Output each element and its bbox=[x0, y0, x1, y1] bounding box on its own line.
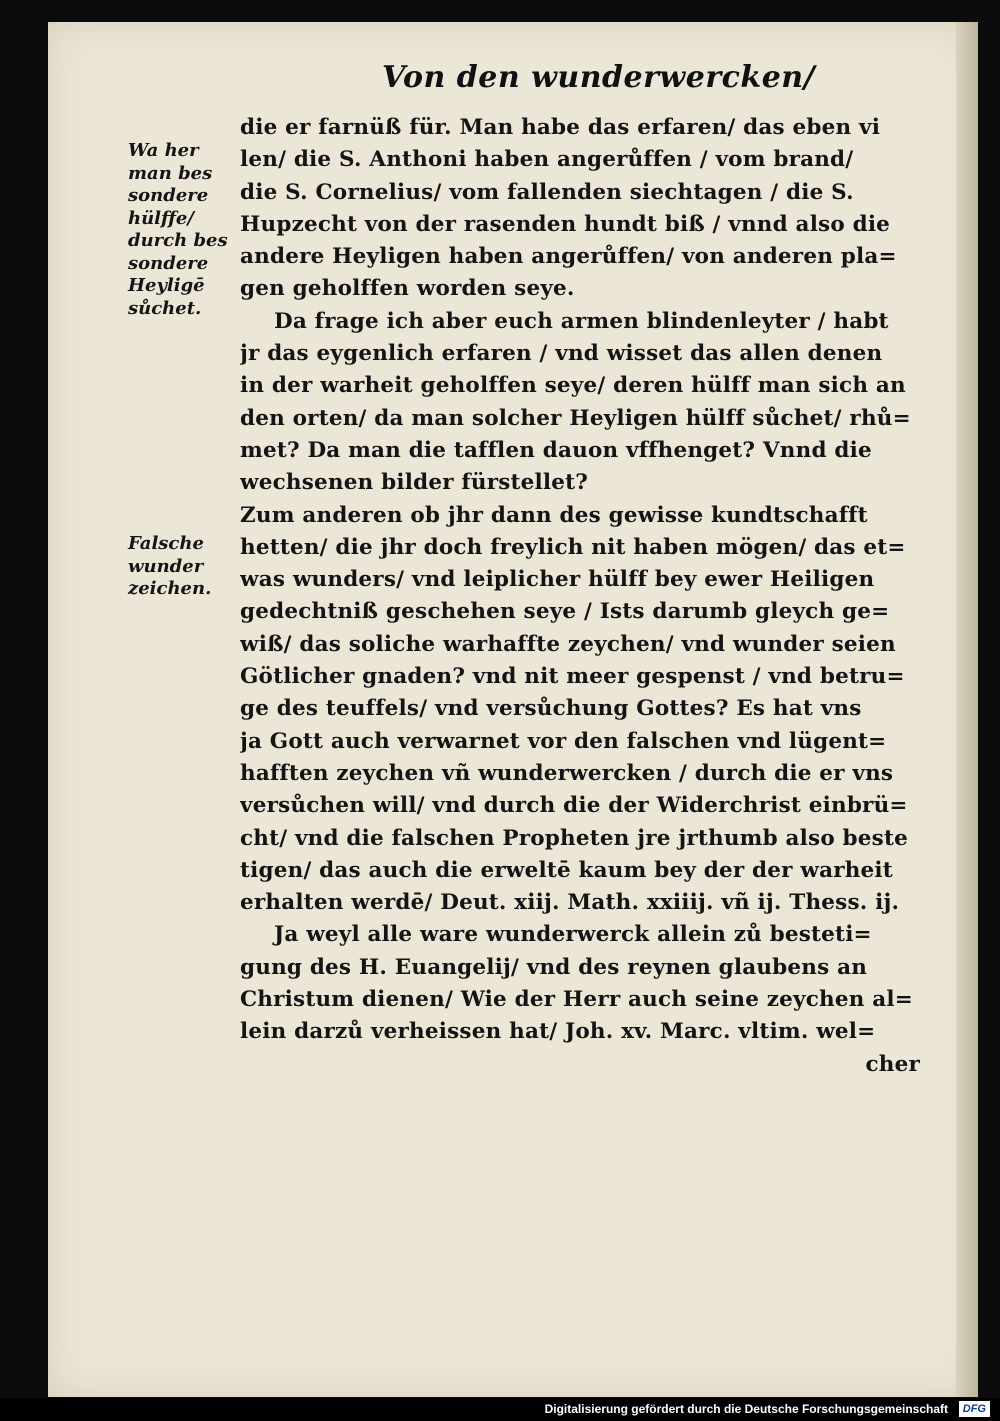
text-line: hetten/ die jhr doch freylich nit haben mögen/ das et= bbox=[240, 534, 906, 560]
text-line: Hupzecht von der rasenden hundt biß / vnnd also die bbox=[240, 211, 891, 237]
margin-note-line: sondere bbox=[128, 185, 209, 206]
text-line: ja Gott auch verwarnet vor den falschen vnd lügent= bbox=[240, 728, 887, 754]
margin-note-2 bbox=[128, 533, 238, 601]
text-line: andere Heyligen haben angerůffen/ von anderen pla= bbox=[240, 244, 897, 270]
margin-note-line: Falsche bbox=[128, 533, 204, 554]
margin-note-line: man bes bbox=[128, 162, 213, 184]
text-line: gen geholffen worden seye. bbox=[240, 276, 575, 302]
text-line: tigen/ das auch die erweltē kaum bey der der warheit bbox=[240, 857, 893, 883]
margin-note-line: wunder bbox=[128, 555, 204, 577]
text-line: wechsenen bilder fürstellet? bbox=[240, 470, 589, 496]
text-line: in der warheit geholffen seye/ deren hülff man sich an bbox=[240, 373, 906, 399]
margin-note-line: Wa her bbox=[128, 140, 199, 161]
margin-note-line: Heyligē bbox=[128, 275, 205, 296]
text-line: versůchen will/ vnd durch die der Widerchrist einbrü= bbox=[240, 793, 908, 819]
body-text bbox=[240, 112, 920, 1081]
text-line: ge des teuffels/ vnd versůchung Gottes? Es hat vns bbox=[240, 696, 862, 722]
running-head: Von den wunderwercken/ bbox=[382, 60, 816, 95]
text-line: den orten/ da man solcher Heyligen hülff sůchet/ rhů= bbox=[240, 405, 911, 431]
margin-note-1 bbox=[128, 140, 238, 320]
text-line: was wunders/ vnd leiplicher hülff bey ewer Heiligen bbox=[240, 567, 875, 593]
text-line: lein darzů verheissen hat/ Joh. xv. Marc. vltim. wel= bbox=[240, 1019, 876, 1045]
margin-note-line: sondere bbox=[128, 252, 209, 274]
text-line: Ja weyl alle ware wunderwerck allein zů besteti= bbox=[274, 922, 872, 948]
text-line: jr das eygenlich erfaren / vnd wisset das allen denen bbox=[240, 341, 883, 367]
dfg-logo: DFG bbox=[959, 1401, 990, 1417]
text-line: hafften zeychen vñ wunderwercken / durch die er vns bbox=[240, 760, 894, 786]
text-line: gung des H. Euangelij/ vnd des reynen glaubens an bbox=[240, 954, 868, 980]
text-line: erhalten werdē/ Deut. xiij. Math. xxiiij. vñ ij. Thess. ij. bbox=[240, 890, 900, 916]
catchword: cher bbox=[865, 1051, 920, 1077]
text-line: Zum anderen ob jhr dann des gewisse kundtschafft bbox=[240, 502, 868, 528]
text-line: Götlicher gnaden? vnd nit meer gespenst / vnd betru= bbox=[240, 664, 905, 690]
text-line: die S. Cornelius/ vom fallenden siechtagen / die S. bbox=[240, 179, 854, 205]
text-line: len/ die S. Anthoni haben angerůffen / vom brand/ bbox=[240, 147, 854, 173]
text-line: cht/ vnd die falschen Propheten jre jrthumb also beste bbox=[240, 825, 908, 851]
text-line: Da frage ich aber euch armen blindenleyter / habt bbox=[274, 308, 889, 334]
footer-bar bbox=[0, 1398, 1000, 1421]
margin-note-line: durch bes bbox=[128, 230, 228, 251]
text-line: gedechtniß geschehen seye / Ists darumb gleych ge= bbox=[240, 599, 890, 625]
text-line: Christum dienen/ Wie der Herr auch seine zeychen al= bbox=[240, 987, 913, 1013]
text-line: wiß/ das soliche warhaffte zeychen/ vnd wunder seien bbox=[240, 631, 896, 657]
margin-note-line: sůchet. bbox=[128, 297, 202, 319]
page-edge bbox=[956, 22, 978, 1397]
text-line: die er farnüß für. Man habe das erfaren/ das eben vi bbox=[240, 115, 881, 140]
text-line: met? Da man die tafflen dauon vffhenget? Vnnd die bbox=[240, 437, 872, 463]
margin-note-line: hülffe/ bbox=[128, 207, 194, 229]
margin-note-line: zeichen. bbox=[128, 578, 212, 599]
funding-credit: Digitalisierung gefördert durch die Deutsche Forschungsgemeinschaft bbox=[544, 1402, 948, 1416]
